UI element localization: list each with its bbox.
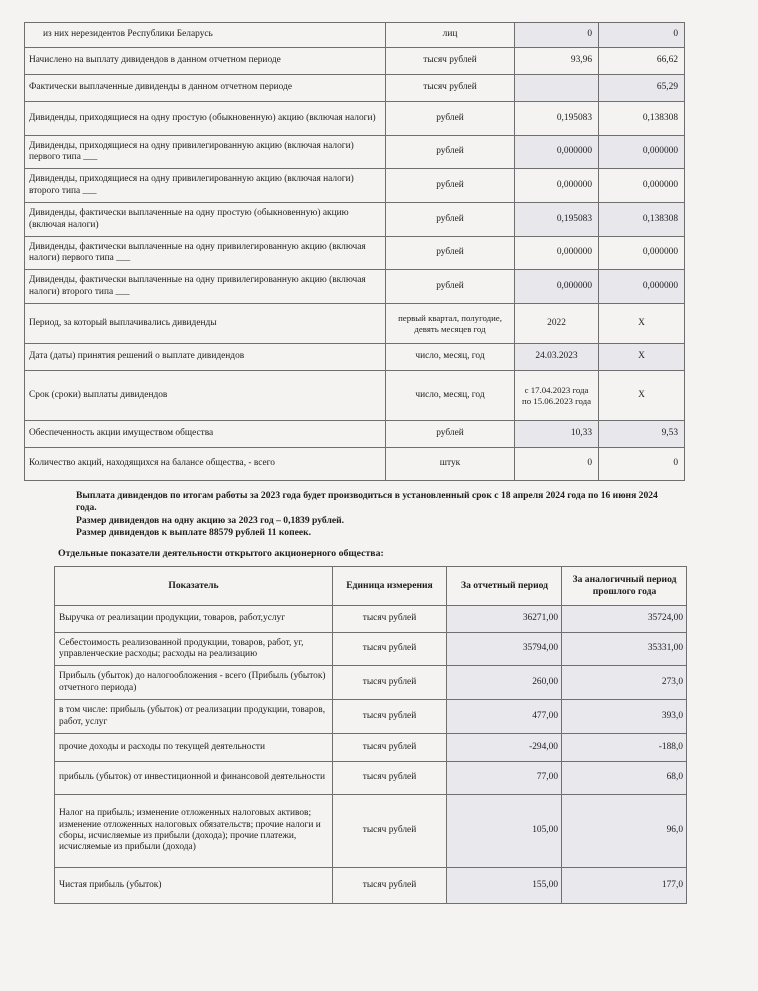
row-previous-value: 0 <box>599 448 685 481</box>
row-label: Обеспеченность акции имуществом общества <box>25 421 386 448</box>
row-current-value: 155,00 <box>447 868 562 904</box>
row-unit: первый квартал, полугодие, девять месяцев год <box>386 304 515 344</box>
row-label: прочие доходы и расходы по текущей деятельности <box>55 734 333 762</box>
row-label: Срок (сроки) выплаты дивидендов <box>25 371 386 421</box>
row-current-value: 93,96 <box>515 48 599 75</box>
table-row <box>25 169 685 203</box>
row-current-value: 2022 <box>515 304 599 344</box>
header-unit: Единица измерения <box>333 567 447 606</box>
header-current-period: За отчетный период <box>447 567 562 606</box>
row-label: Количество акций, находящихся на балансе общества, - всего <box>25 448 386 481</box>
table-row <box>55 606 687 633</box>
row-label: Дивиденды, фактически выплаченные на одну простую (обыкновенную) акцию (включая налоги) <box>25 203 386 237</box>
row-current-value: 77,00 <box>447 762 562 795</box>
row-unit: рублей <box>386 169 515 203</box>
row-previous-value: 0 <box>599 23 685 48</box>
header-indicator: Показатель <box>55 567 333 606</box>
row-current-value: 0,000000 <box>515 169 599 203</box>
row-unit: тысяч рублей <box>333 734 447 762</box>
row-current-value: 0,195083 <box>515 102 599 136</box>
table-row <box>55 734 687 762</box>
row-unit: тысяч рублей <box>333 700 447 734</box>
row-label: Чистая прибыль (убыток) <box>55 868 333 904</box>
row-current-value: 260,00 <box>447 666 562 700</box>
row-label: Дивиденды, приходящиеся на одну привилегированную акцию (включая налоги) второго типа ___ <box>25 169 386 203</box>
row-unit: тысяч рублей <box>333 868 447 904</box>
row-previous-value: Х <box>599 304 685 344</box>
row-current-value: 0,000000 <box>515 270 599 304</box>
row-previous-value: 0,000000 <box>599 136 685 169</box>
row-label: Дата (даты) принятия решений о выплате дивидендов <box>25 344 386 371</box>
row-label: Дивиденды, фактически выплаченные на одну привилегированную акцию (включая налоги) второго типа ___ <box>25 270 386 304</box>
row-current-value: 105,00 <box>447 795 562 868</box>
row-unit: тысяч рублей <box>386 75 515 102</box>
table-row <box>25 270 685 304</box>
table-row <box>55 795 687 868</box>
row-unit: рублей <box>386 102 515 136</box>
table-row <box>25 203 685 237</box>
row-current-value: 10,33 <box>515 421 599 448</box>
header-previous-period: За аналогичный период прошлого года <box>562 567 687 606</box>
row-previous-value: 0,000000 <box>599 237 685 270</box>
row-label: прибыль (убыток) от инвестиционной и финансовой деятельности <box>55 762 333 795</box>
row-label: из них нерезидентов Республики Беларусь <box>25 23 386 48</box>
row-unit: число, месяц, год <box>386 371 515 421</box>
table-row <box>55 762 687 795</box>
row-previous-value: 65,29 <box>599 75 685 102</box>
row-unit: тысяч рублей <box>333 795 447 868</box>
row-unit: рублей <box>386 270 515 304</box>
row-unit: тысяч рублей <box>333 606 447 633</box>
row-label: Фактически выплаченные дивиденды в данном отчетном периоде <box>25 75 386 102</box>
row-label: Начислено на выплату дивидендов в данном отчетном периоде <box>25 48 386 75</box>
row-current-value: 0,195083 <box>515 203 599 237</box>
dividends-table <box>24 22 685 481</box>
table-header-row <box>55 567 687 606</box>
row-previous-value: 177,0 <box>562 868 687 904</box>
table-row <box>25 237 685 270</box>
row-previous-value: 35331,00 <box>562 633 687 666</box>
row-previous-value: 0,138308 <box>599 203 685 237</box>
note-line-dividend-per-share: Размер дивидендов на одну акцию за 2023 год – 0,1839 рублей. <box>76 514 345 526</box>
table-row <box>25 75 685 102</box>
row-previous-value: 66,62 <box>599 48 685 75</box>
row-label: Налог на прибыль; изменение отложенных налоговых активов; изменение отложенных налоговых обязательств; прочие налоги и сборы, исчисляемые из прибыли (дохода); прочие платежи, исчисляемые из прибыли (дохода) <box>55 795 333 868</box>
table-row <box>25 344 685 371</box>
row-unit: рублей <box>386 136 515 169</box>
table-row <box>55 868 687 904</box>
row-current-value: 477,00 <box>447 700 562 734</box>
row-unit: число, месяц, год <box>386 344 515 371</box>
note-line-payment-period: Выплата дивидендов по итогам работы за 2023 года будет производиться в установленный срок с 18 апреля 2024 года по 16 июня 2024 года. <box>76 490 658 514</box>
table-row <box>55 666 687 700</box>
indicators-title: Отдельные показатели деятельности открытого акционерного общества: <box>58 548 384 559</box>
row-current-value: 0 <box>515 23 599 48</box>
table-row <box>25 448 685 481</box>
row-current-value <box>515 75 599 102</box>
table-row <box>55 633 687 666</box>
row-previous-value: -188,0 <box>562 734 687 762</box>
row-current-value: с 17.04.2023 года по 15.06.2023 года <box>515 371 599 421</box>
row-current-value: 36271,00 <box>447 606 562 633</box>
row-unit: рублей <box>386 203 515 237</box>
row-unit: тысяч рублей <box>333 762 447 795</box>
row-label: Себестоимость реализованной продукции, товаров, работ, уг, управленческие расходы; расходы на реализацию <box>55 633 333 666</box>
row-previous-value: 9,53 <box>599 421 685 448</box>
table-row <box>25 304 685 344</box>
table-row <box>25 371 685 421</box>
table-row <box>25 48 685 75</box>
row-label: Дивиденды, фактически выплаченные на одну привилегированную акцию (включая налоги) первого типа ___ <box>25 237 386 270</box>
row-current-value: 35794,00 <box>447 633 562 666</box>
row-previous-value: 0,000000 <box>599 270 685 304</box>
row-current-value: -294,00 <box>447 734 562 762</box>
row-previous-value: 0,138308 <box>599 102 685 136</box>
row-unit: рублей <box>386 237 515 270</box>
row-previous-value: 96,0 <box>562 795 687 868</box>
row-unit: штук <box>386 448 515 481</box>
indicators-table <box>54 566 687 904</box>
table-row <box>25 136 685 169</box>
row-previous-value: 393,0 <box>562 700 687 734</box>
row-previous-value: 273,0 <box>562 666 687 700</box>
row-previous-value: 0,000000 <box>599 169 685 203</box>
note-line-dividend-total: Размер дивидендов к выплате 88579 рублей 11 копеек. <box>76 527 312 539</box>
row-label: Дивиденды, приходящиеся на одну привилегированную акцию (включая налоги) первого типа ___ <box>25 136 386 169</box>
dividend-payment-note <box>76 490 676 540</box>
row-previous-value: Х <box>599 371 685 421</box>
row-previous-value: 35724,00 <box>562 606 687 633</box>
row-unit: тысяч рублей <box>333 633 447 666</box>
row-current-value: 0,000000 <box>515 237 599 270</box>
row-current-value: 24.03.2023 <box>515 344 599 371</box>
row-previous-value: 68,0 <box>562 762 687 795</box>
row-unit: тысяч рублей <box>333 666 447 700</box>
row-current-value: 0 <box>515 448 599 481</box>
row-label: Прибыль (убыток) до налогообложения - всего (Прибыль (убыток) отчетного периода) <box>55 666 333 700</box>
row-label: Период, за который выплачивались дивиденды <box>25 304 386 344</box>
table-row <box>25 102 685 136</box>
row-label: в том числе: прибыль (убыток) от реализации продукции, товаров, работ, услуг <box>55 700 333 734</box>
row-unit: тысяч рублей <box>386 48 515 75</box>
row-label: Выручка от реализации продукции, товаров, работ,услуг <box>55 606 333 633</box>
row-current-value: 0,000000 <box>515 136 599 169</box>
row-unit: лиц <box>386 23 515 48</box>
row-previous-value: Х <box>599 344 685 371</box>
row-label: Дивиденды, приходящиеся на одну простую (обыкновенную) акцию (включая налоги) <box>25 102 386 136</box>
row-unit: рублей <box>386 421 515 448</box>
table-row <box>25 421 685 448</box>
table-row <box>55 700 687 734</box>
table-row <box>25 23 685 48</box>
